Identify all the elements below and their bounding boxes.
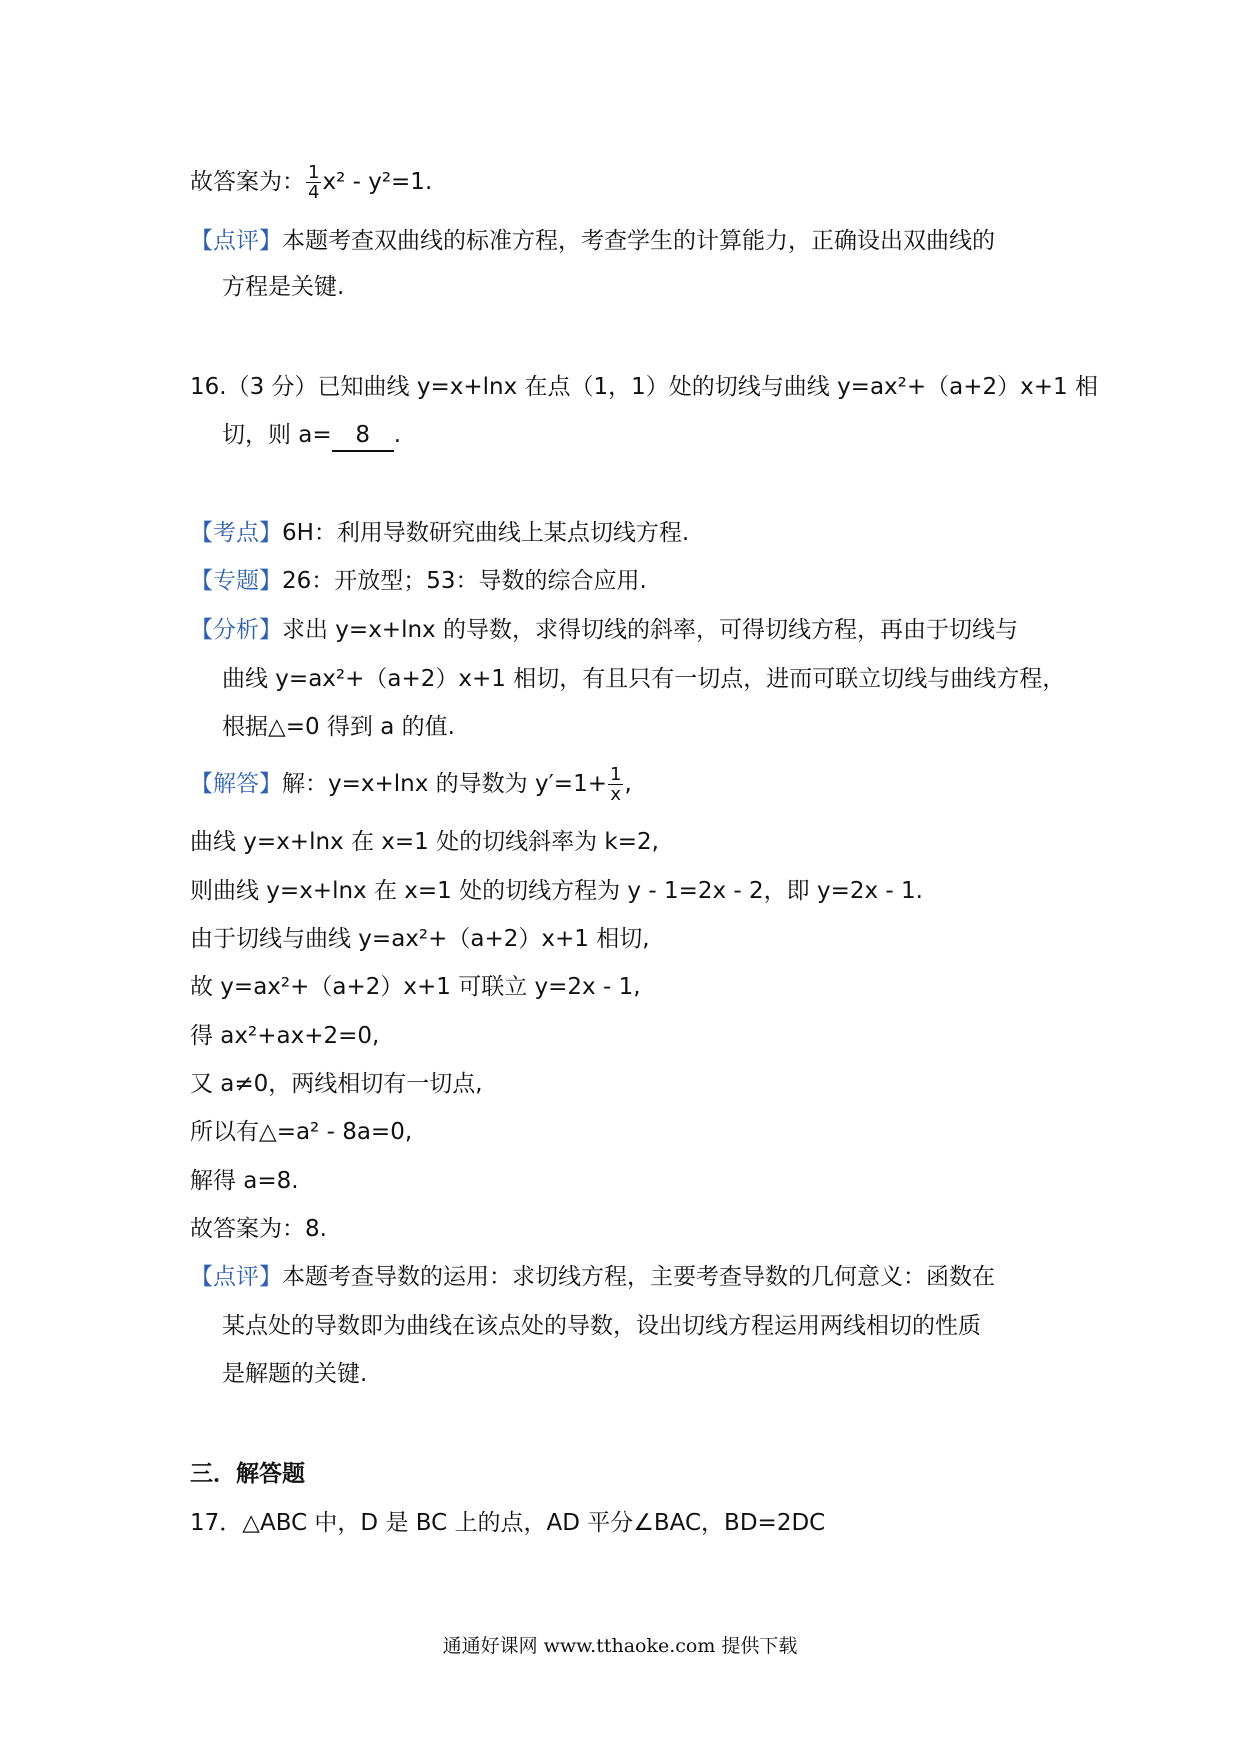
section-title: 三．解答题	[190, 1461, 305, 1487]
q16-line2	[222, 420, 401, 452]
zhuanti	[190, 566, 647, 596]
fraction-numerator: 1	[308, 162, 320, 183]
q16-comment-line2: 某点处的导数即为曲线在该点处的导数，设出切线方程运用两线相切的性质	[222, 1313, 981, 1339]
prev-answer-rest: x² - y²=1.	[322, 169, 433, 195]
kaodian-tag: 【考点】	[190, 520, 282, 546]
prev-comment-line2: 方程是关键.	[222, 274, 345, 300]
q16-comment-line1	[190, 1262, 995, 1292]
q17-text: 17．△ABC 中，D 是 BC 上的点，AD 平分∠BAC，BD=2DC	[190, 1510, 826, 1536]
fenxi-line2: 曲线 y=ax²+（a+2）x+1 相切，有且只有一切点，进而可联立切线与曲线方程，	[222, 666, 1066, 692]
q16-prefix: 切，则 a=	[222, 422, 332, 448]
fenxi-tag: 【分析】	[190, 617, 282, 643]
solution-step: 则曲线 y=x+lnx 在 x=1 处的切线方程为 y - 1=2x - 2，即 y=2x - 1.	[190, 878, 923, 904]
q16-suffix: .	[393, 422, 401, 448]
fraction-denominator: x	[610, 784, 622, 805]
jieda-fraction	[608, 765, 623, 804]
footer-text: 通通好课网 www.tthaoke.com 提供下载	[442, 1635, 798, 1657]
q16-comment-line3: 是解题的关键.	[222, 1361, 368, 1387]
fraction-numerator: 1	[609, 764, 622, 785]
solution-step: 所以有△=a² - 8a=0,	[190, 1119, 413, 1145]
solution-step: 故 y=ax²+（a+2）x+1 可联立 y=2x - 1,	[190, 974, 641, 1000]
solution-step: 曲线 y=x+lnx 在 x=1 处的切线斜率为 k=2,	[190, 829, 659, 855]
q16-answer-blank: 8	[332, 420, 394, 452]
jieda-text: 解：y=x+lnx 的导数为 y′=1+	[282, 771, 607, 797]
solution-step: 得 ax²+ax+2=0,	[190, 1023, 380, 1049]
fenxi-text: 求出 y=x+lnx 的导数，求得切线的斜率，可得切线方程，再由于切线与	[282, 617, 1018, 643]
zhuanti-tag: 【专题】	[190, 568, 282, 594]
solution-step: 又 a≠0，两线相切有一切点,	[190, 1071, 483, 1097]
kaodian-text: 6H：利用导数研究曲线上某点切线方程.	[282, 520, 690, 546]
prev-answer-fraction	[306, 163, 321, 202]
comment-tag: 【点评】	[190, 1264, 282, 1290]
comment-text: 本题考查导数的运用：求切线方程，主要考查导数的几何意义：函数在	[282, 1264, 995, 1290]
prev-answer-label: 故答案为：	[190, 169, 305, 195]
zhuanti-text: 26：开放型；53：导数的综合应用.	[282, 568, 647, 594]
prev-comment-line1	[190, 226, 995, 256]
kaodian	[190, 518, 689, 548]
jieda-tag: 【解答】	[190, 771, 282, 797]
fraction-denominator: 4	[308, 182, 320, 203]
prev-answer	[190, 163, 432, 202]
jieda-after: ,	[624, 771, 632, 797]
fenxi-line3: 根据△=0 得到 a 的值.	[222, 714, 455, 740]
solution-step: 故答案为：8.	[190, 1216, 327, 1242]
jieda-line	[190, 765, 632, 804]
fenxi-line1	[190, 615, 1018, 645]
comment-text: 本题考查双曲线的标准方程，考查学生的计算能力，正确设出双曲线的	[282, 228, 995, 254]
comment-tag: 【点评】	[190, 228, 282, 254]
solution-step: 由于切线与曲线 y=ax²+（a+2）x+1 相切,	[190, 926, 650, 952]
q16-line1: 16.（3 分）已知曲线 y=x+lnx 在点（1，1）处的切线与曲线 y=ax²+（a+2）x+1 相	[190, 374, 1098, 400]
solution-step: 解得 a=8.	[190, 1168, 299, 1194]
